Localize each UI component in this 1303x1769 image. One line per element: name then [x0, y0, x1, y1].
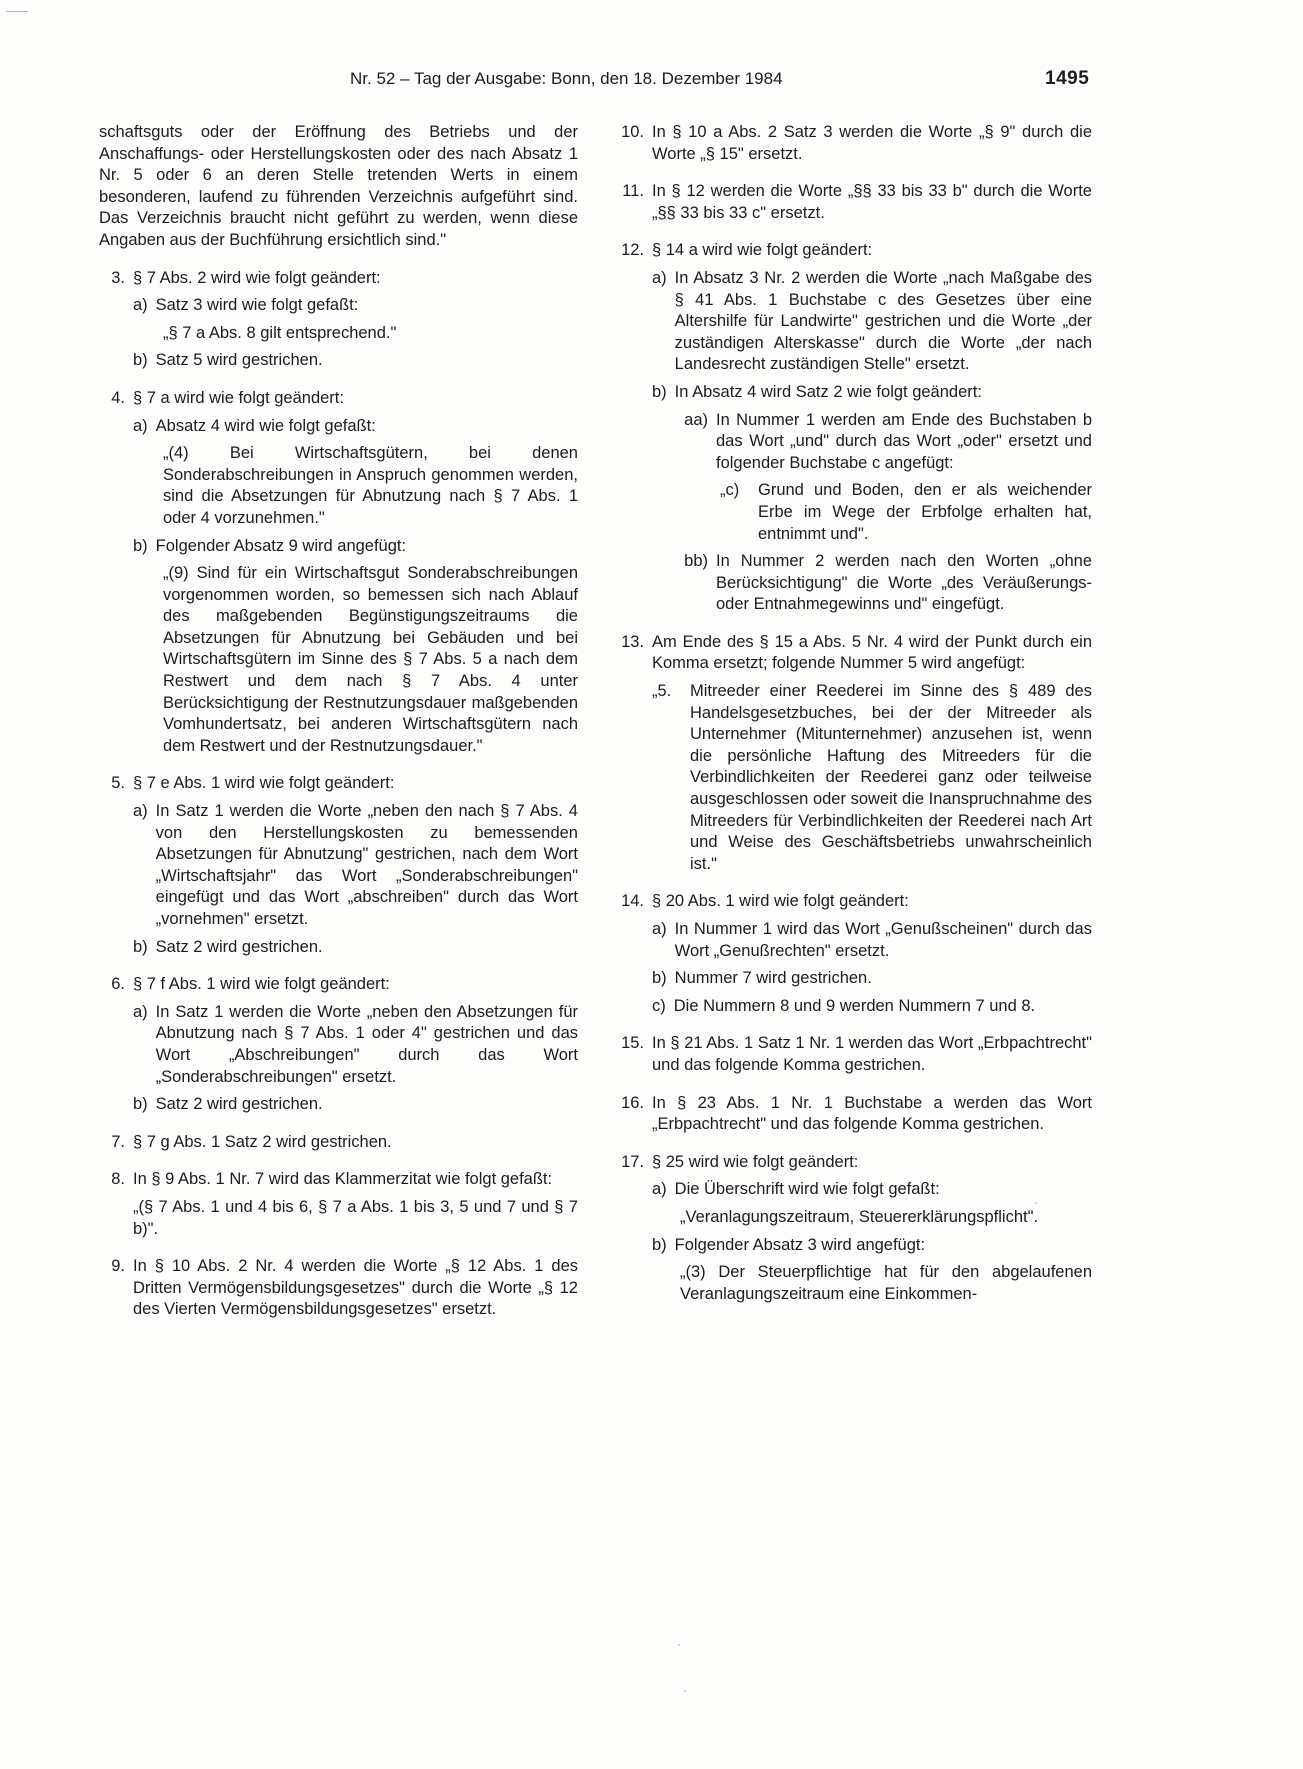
sub-item-label: b): [652, 969, 667, 988]
left-column: [99, 122, 578, 1321]
item-text: § 7 g Abs. 1 Satz 2 wird gestrichen.: [133, 1132, 392, 1151]
sub-item-text: In Satz 1 werden die Worte „neben den Absetzungen für Abnutzung nach § 7 Abs. 1 oder 4" gestrichen und das Wort „Abschreibungen" durch das Wort „Sonderabschreibungen" ersetzt.: [155, 1002, 578, 1086]
sub-item-label: b): [133, 351, 148, 370]
scan-mark: [6, 11, 28, 12]
sub-item-label: a): [652, 1180, 667, 1199]
list-item-11: [608, 181, 1092, 224]
sub-sub-item-label: bb): [684, 552, 708, 571]
sub-item-a: [652, 268, 1092, 376]
item-number: 17.: [621, 1152, 644, 1171]
sub-item-b: [133, 350, 578, 372]
list-item-14: [608, 891, 1092, 913]
quoted-text: „(9) Sind für ein Wirtschaftsgut Sonderabschreibungen vorgenommen worden, so bemessen sich nach Ablauf des maßgebenden Begünstigungszeitraums die Absetzungen für Abnutzung bei Gebäuden und bei Wirtschaftsgütern im Sinne des § 7 Abs. 5 a nach dem Restwert und dem nach § 7 Abs. 4 unter Berücksichtigung der Restnutzungsdauer maßgebenden Vomhundertsatz, bei anderen Wirtschaftsgütern nach dem Restwert und der Restnutzungsdauer.": [163, 564, 578, 755]
sub-item-text: Satz 3 wird wie folgt gefaßt:: [155, 296, 359, 315]
item-text: § 25 wird wie folgt geändert:: [652, 1152, 859, 1171]
sub-item-label: a): [652, 268, 667, 287]
sub-item-text: Absatz 4 wird wie folgt gefaßt:: [155, 416, 376, 435]
item-text: § 7 Abs. 2 wird wie folgt geändert:: [133, 268, 381, 287]
sub-item-label: a): [652, 920, 667, 938]
list-item-13: [608, 632, 1092, 675]
list-item-3: [99, 268, 578, 290]
quoted-text: „(3) Der Steuerpflichtige hat für den abgelaufenen Veranlagungszeitraum eine Einkommen-: [680, 1263, 1092, 1303]
item-text: § 7 e Abs. 1 wird wie folgt geändert:: [133, 774, 395, 793]
item-text: In § 12 werden die Worte „§§ 33 bis 33 b" durch die Worte „§§ 33 bis 33 c" ersetzt.: [652, 182, 1092, 222]
quoted-item-label: „c): [720, 481, 740, 500]
scan-speck: [678, 1644, 680, 1646]
quoted-text: „§ 7 a Abs. 8 gilt entsprechend.": [163, 323, 397, 342]
sub-sub-item-label: aa): [684, 410, 708, 429]
sub-item-text: Folgender Absatz 9 wird angefügt:: [155, 536, 407, 555]
item-text: In § 10 a Abs. 2 Satz 3 werden die Worte „§ 9" durch die Worte „§ 15" ersetzt.: [652, 123, 1092, 163]
sub-item-label: b): [652, 382, 667, 401]
item-number: 13.: [621, 632, 644, 651]
sub-item-a: [652, 919, 1092, 962]
sub-sub-item-text: In Nummer 2 werden nach den Worten „ohne Berücksichtigung" die Worte „des Veräußerungs- oder Entnahmegewinns und" eingefügt.: [716, 552, 1092, 614]
sub-item-b: [652, 1235, 1092, 1257]
sub-item-a: [133, 295, 578, 317]
item-number: 14.: [621, 892, 644, 911]
list-item-10: [608, 122, 1092, 165]
sub-item-b: [652, 968, 1092, 990]
sub-item-label: b): [133, 937, 148, 956]
sub-sub-item-bb: [664, 551, 1092, 616]
item-number: 5.: [111, 774, 125, 793]
page-number: 1495: [1045, 68, 1090, 89]
item-text: § 14 a wird wie folgt geändert:: [652, 241, 873, 260]
list-item-12: [608, 240, 1092, 262]
sub-item-text: In Absatz 4 wird Satz 2 wie folgt geändert:: [674, 382, 982, 401]
list-item-5: [99, 773, 578, 795]
list-item-7: [99, 1132, 578, 1154]
quoted-item-c: [720, 480, 1092, 545]
list-item-17: [608, 1152, 1092, 1174]
sub-item-label: b): [133, 1095, 148, 1114]
sub-item-a: [133, 801, 578, 931]
sub-item-b: [133, 536, 578, 558]
item-text: In § 10 Abs. 2 Nr. 4 werden die Worte „§ 12 Abs. 1 des Dritten Vermögensbildungsgesetzes" durch die Worte „§ 12 des Vierten Vermögensbildungsgesetzes" ersetzt.: [133, 1257, 578, 1319]
sub-item-label: b): [133, 536, 148, 555]
item-text: § 7 f Abs. 1 wird wie folgt geändert:: [133, 975, 390, 994]
sub-sub-item-aa: [664, 410, 1092, 475]
sub-item-label: a): [133, 802, 148, 821]
sub-item-text: Nummer 7 wird gestrichen.: [674, 969, 872, 988]
scan-speck: [684, 1690, 686, 1692]
sub-item-a: [133, 1002, 578, 1088]
item-text: In § 23 Abs. 1 Nr. 1 Buchstabe a werden das Wort „Erbpachtrecht" und das folgende Komma gestrichen.: [652, 1093, 1092, 1134]
sub-item-text: Satz 2 wird gestrichen.: [155, 937, 323, 956]
sub-item-text: Die Überschrift wird wie folgt gefaßt:: [674, 1180, 940, 1199]
quoted-item-5: [652, 681, 1092, 875]
item-number: 16.: [621, 1093, 644, 1112]
sub-sub-item-text: In Nummer 1 werden am Ende des Buchstaben b das Wort „und" durch das Wort „oder" ersetzt und folgender Buchstabe c angefügt:: [716, 410, 1092, 472]
sub-item-b: [652, 382, 1092, 404]
list-item-4: [99, 388, 578, 410]
item-number: 10.: [621, 123, 644, 141]
item-number: 15.: [621, 1034, 644, 1053]
sub-item-text: Satz 5 wird gestrichen.: [155, 351, 323, 370]
list-item-8: [99, 1169, 578, 1191]
list-item-6: [99, 974, 578, 996]
sub-item-label: a): [133, 296, 148, 315]
list-item-9: [99, 1256, 578, 1321]
list-item-15: [608, 1033, 1092, 1076]
sub-item-text: In Satz 1 werden die Worte „neben den nach § 7 Abs. 4 von den Herstellungskosten zu bemessenden Absetzungen für Abnutzung" gestrichen, nach dem Wort „Wirtschaftsjahr" das Wort „Sonderabschreibungen" eingefügt und das Wort „abschreiben" durch das Wort „vornehmen" ersetzt.: [155, 802, 578, 928]
item-number: 3.: [111, 268, 125, 287]
item-number: 9.: [111, 1257, 125, 1276]
sub-item-b: [133, 937, 578, 959]
sub-item-text: Satz 2 wird gestrichen.: [155, 1095, 323, 1114]
item-text: In § 9 Abs. 1 Nr. 7 wird das Klammerzitat wie folgt gefaßt:: [133, 1170, 553, 1189]
quoted-item-label: „5.: [652, 682, 672, 701]
list-item-16: [608, 1093, 1092, 1136]
item-number: 8.: [111, 1170, 125, 1189]
item-text: Am Ende des § 15 a Abs. 5 Nr. 4 wird der Punkt durch ein Komma ersetzt; folgende Nummer 5 wird angefügt:: [652, 632, 1092, 673]
sub-item-label: b): [652, 1235, 667, 1254]
item-number: 6.: [111, 975, 125, 994]
item-text: § 20 Abs. 1 wird wie folgt geändert:: [652, 892, 909, 911]
sub-item-label: c): [652, 996, 666, 1015]
sub-item-text: Die Nummern 8 und 9 werden Nummern 7 und 8.: [673, 996, 1036, 1015]
sub-item-label: a): [133, 1002, 148, 1021]
sub-item-a: [133, 416, 578, 438]
continuation-paragraph: schaftsguts oder der Eröffnung des Betriebs und der Anschaffungs- oder Herstellungskosten oder des nach Absatz 1 Nr. 5 oder 6 an deren Stelle tretenden Werts in einem besonderen, laufend zu führenden Verzeichnis aufgeführt sind. Das Verzeichnis braucht nicht geführt zu werden, wenn diese Angaben aus der Buchführung ersichtlich sind.": [99, 123, 578, 249]
right-column: [608, 122, 1092, 1305]
quoted-text: „(§ 7 Abs. 1 und 4 bis 6, § 7 a Abs. 1 bis 3, 5 und 7 und § 7 b)".: [133, 1197, 578, 1238]
quoted-item-text: Mitreeder einer Reederei im Sinne des § 489 des Handelsgesetzbuches, bei der der Mitreeder als Unternehmer (Mitunternehmer) anzusehen ist, wenn die persönliche Haftung des Mitreeders für die Verbindlichkeiten der Reederei ganz oder teilweise ausgeschlossen oder soweit die Inanspruchnahme des Mitreeders für Verbindlichkeiten der Reederei nach Art und Weise des Geschäftsbetriebs unwahrscheinlich ist.": [690, 682, 1092, 873]
sub-item-b: [133, 1094, 578, 1116]
sub-item-label: a): [133, 416, 148, 435]
scan-speck: [1035, 1202, 1037, 1204]
sub-item-text: In Absatz 3 Nr. 2 werden die Worte „nach Maßgabe des § 41 Abs. 1 Buchstabe c des Gesetzes über eine Altershilfe für Landwirte" gestrichen und die Worte „der zuständigen Alterskasse" durch die Worte „der nach Landesrecht zuständigen Stelle" ersetzt.: [674, 268, 1092, 374]
sub-item-text: Folgender Absatz 3 wird angefügt:: [674, 1235, 926, 1254]
sub-item-a: [652, 1179, 1092, 1201]
item-number: 4.: [111, 388, 125, 407]
item-number: 12.: [621, 241, 644, 260]
sub-item-text: In Nummer 1 wird das Wort „Genußscheinen" durch das Wort „Genußrechten" ersetzt.: [674, 920, 1092, 960]
item-text: In § 21 Abs. 1 Satz 1 Nr. 1 werden das Wort „Erbpachtrecht" und das folgende Komma gestrichen.: [652, 1034, 1092, 1074]
gazette-header-title: Nr. 52 – Tag der Ausgabe: Bonn, den 18. Dezember 1984: [350, 69, 783, 88]
item-number: 7.: [111, 1132, 125, 1151]
item-number: 11.: [622, 182, 644, 201]
item-text: § 7 a wird wie folgt geändert:: [133, 388, 344, 407]
quoted-text: „(4) Bei Wirtschaftsgütern, bei denen Sonderabschreibungen in Anspruch genommen werden, sind die Absetzungen für Abnutzung nach § 7 Abs. 1 oder 4 vorzunehmen.": [163, 444, 578, 527]
quoted-text: „Veranlagungszeitraum, Steuererklärungspflicht".: [680, 1207, 1039, 1226]
quoted-item-text: Grund und Boden, den er als weichender Erbe im Wege der Erbfolge erhalten hat, entnimmt und".: [758, 481, 1092, 543]
sub-item-c: [652, 996, 1092, 1018]
